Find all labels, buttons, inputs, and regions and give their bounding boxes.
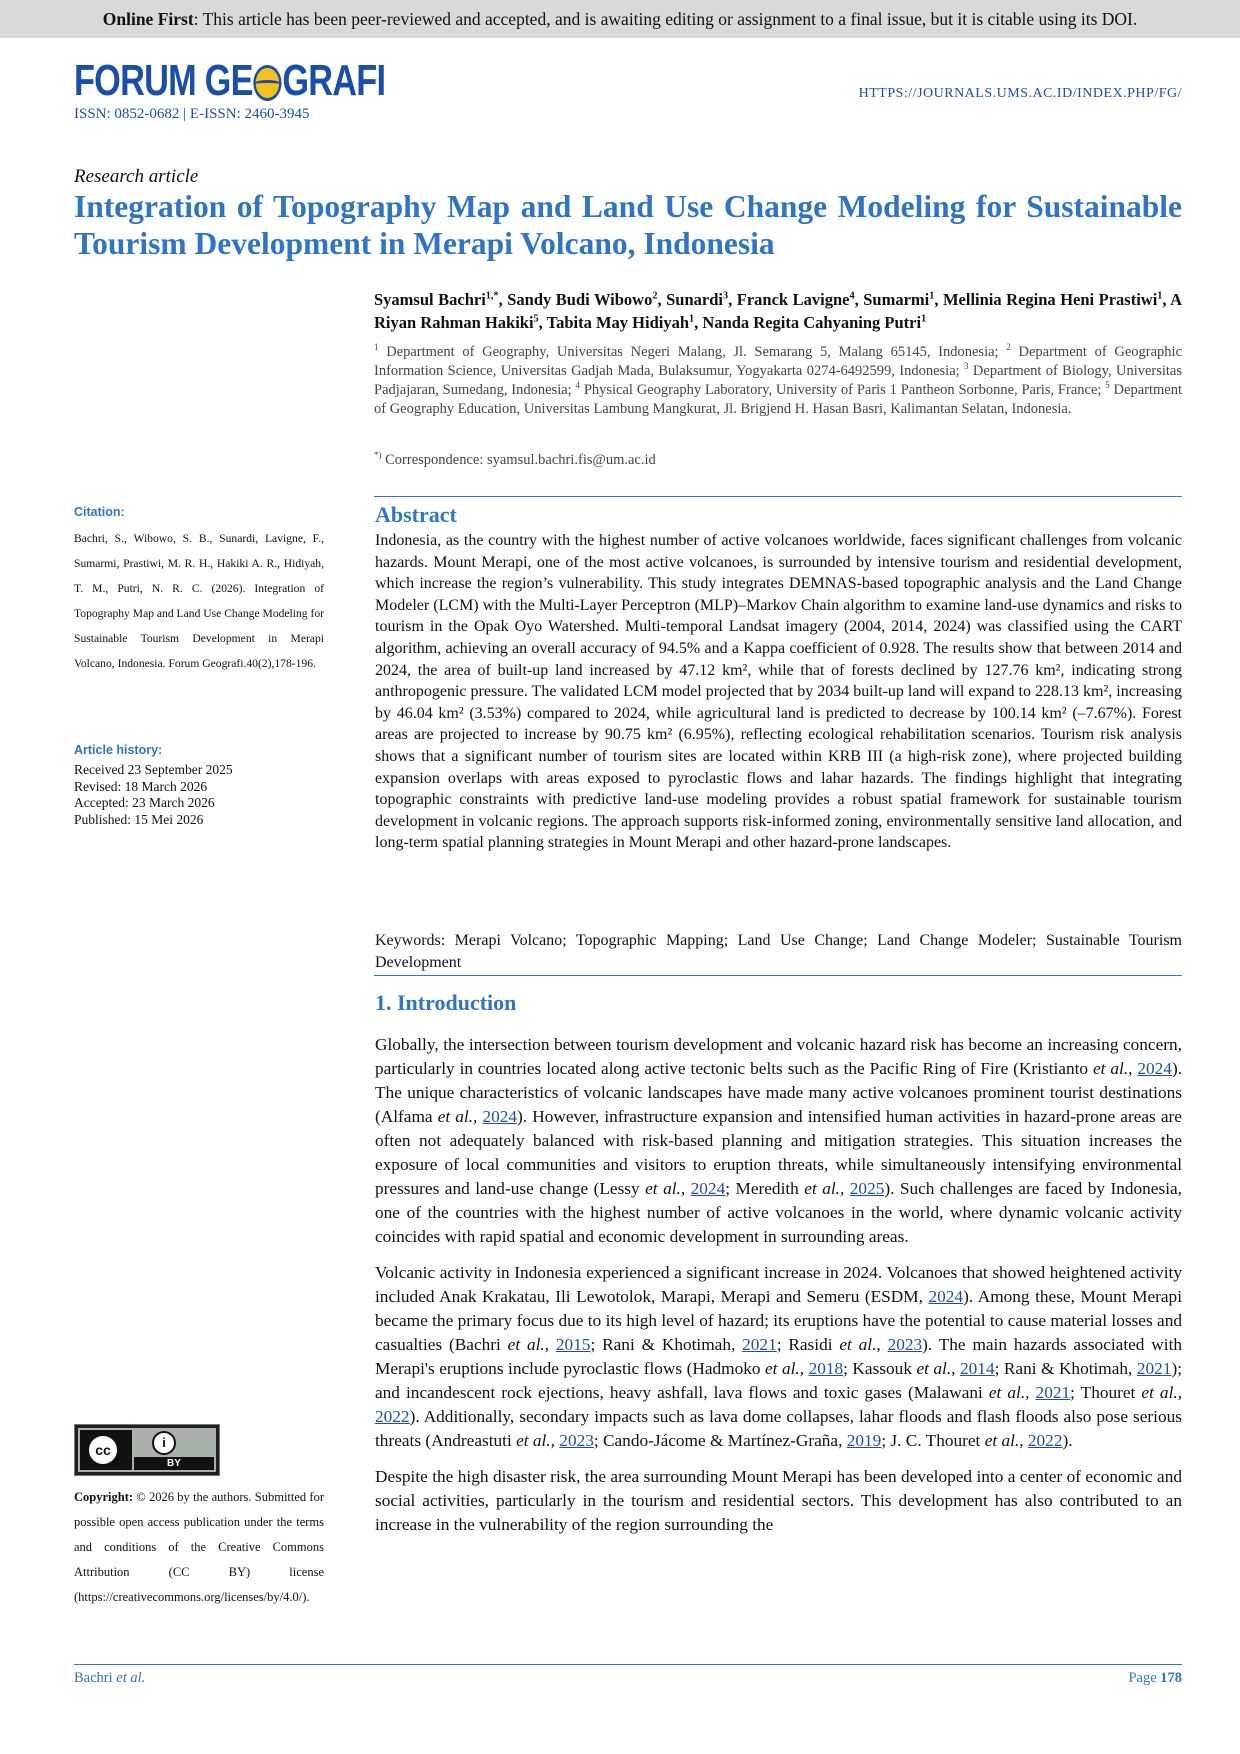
author-name: Sunardi	[666, 290, 723, 309]
keywords-bottom-rule	[374, 975, 1182, 976]
body-text: ). Such challenges are faced by Indonesia, one of the countries with the highest number of active volcanoes in the world, where dynamic volcanic activity coincides with rapid spatial and economic development in surrounding areas.	[375, 1179, 1182, 1246]
body-text: ). Additionally, secondary impacts such as lava dome collapses, lahar floods and flash floods also pose serious threats (Andreastuti	[375, 1407, 1182, 1450]
copyright-text: © 2026 by the authors. Submitted for possible open access publication under the terms and conditions of the Creative Commons Attribution (CC BY) license (https://creativecommons.org/licenses/by/4.0/).	[74, 1490, 324, 1604]
et-al: et al.,	[1141, 1383, 1183, 1402]
et-al: et al.,	[645, 1179, 686, 1198]
by-label: BY	[134, 1457, 214, 1470]
logo-text-right: GRAFI	[282, 56, 386, 105]
copyright-notice	[74, 1485, 324, 1610]
affiliation-text: Department of Geographic Information Science, Universitas Gadjah Mada, Bulaksumur, Yogyakarta 0274-6492599, Indonesia;	[374, 344, 1183, 379]
correspondence	[374, 452, 656, 469]
footer-rule	[74, 1664, 1182, 1665]
correspondence-text: Correspondence: syamsul.bachri.fis@um.ac.id	[385, 452, 656, 468]
online-first-label: Online First	[102, 9, 194, 29]
body-text: Volcanic activity in Indonesia experienced a significant increase in 2024. Volcanoes that showed heightened activity included Anak Krakatau, Ili Lewotolok, Marapi, Merapi and Semeru (ESDM,	[375, 1263, 1182, 1306]
et-al: et al.,	[765, 1359, 805, 1378]
et-al: et al.,	[1092, 1059, 1133, 1078]
body-text: ; J. C. Thouret	[881, 1431, 985, 1450]
body-text	[881, 1335, 888, 1354]
author-affiliation-marker: 3	[722, 290, 729, 302]
journal-url-link[interactable]: HTTPS://JOURNALS.UMS.AC.ID/INDEX.PHP/FG/	[858, 86, 1182, 101]
logo-text-left: FORUM GE	[74, 56, 253, 105]
author-affiliation-marker: 5	[533, 313, 539, 325]
paragraph	[375, 1033, 1182, 1249]
body-text: ; Thouret	[1070, 1383, 1142, 1402]
et-al: et al.,	[839, 1335, 881, 1354]
paragraph	[375, 1465, 1182, 1537]
issn: ISSN: 0852-0682 | E-ISSN: 2460-3945	[74, 106, 310, 122]
author-affiliation-marker: 1,*	[485, 290, 499, 302]
cc-icon: cc	[86, 1433, 120, 1467]
reference-link[interactable]: 2019	[846, 1431, 882, 1450]
footer-etal: et al.	[116, 1670, 146, 1686]
article-type: Research article	[74, 166, 199, 187]
body-text: ; Cando-Jácome & Martínez-Graña,	[593, 1431, 847, 1450]
body-text: ; Meredith	[725, 1179, 805, 1198]
body-text: ). Among these, Mount Merapi became the primary focus due to its high level of hazard; its eruptions have the potential to cause material losses and casualties (Bachri	[375, 1287, 1182, 1354]
author-name: Franck Lavigne	[736, 290, 850, 309]
keywords: Keywords: Merapi Volcano; Topographic Mapping; Land Use Change; Land Change Modeler; Sustainable Tourism Development	[375, 932, 1182, 971]
body-text: ).	[1062, 1431, 1073, 1450]
citation-heading: Citation:	[74, 505, 125, 519]
reference-link[interactable]: 2014	[960, 1359, 995, 1378]
online-first-banner	[0, 0, 1240, 38]
body-text: ). However, infrastructure expansion and intensified human activities in hazard-prone areas are often not adequately balanced with risk-based planning and mitigation strategies. This situation increases the exposure of local communities and visitors to eruption threats, while simultaneously intensifying environmental pressures and land-use change (Lessy	[375, 1107, 1182, 1198]
et-al: et al.,	[984, 1431, 1024, 1450]
page-number: 178	[1160, 1670, 1182, 1686]
reference-link[interactable]: 2021	[1136, 1359, 1172, 1378]
abstract-heading: Abstract	[375, 502, 457, 527]
paragraph	[375, 1261, 1182, 1453]
et-al: et al.,	[804, 1179, 845, 1198]
history-received: Received 23 September 2025	[74, 762, 233, 777]
attribution-icon: i	[152, 1431, 176, 1455]
affiliation-text: Department of Biology, Universitas Padjajaran, Sumedang, Indonesia;	[374, 363, 1183, 398]
reference-link[interactable]: 2024	[928, 1287, 964, 1306]
affiliation-text: Physical Geography Laboratory, University of Paris 1 Pantheon Sorbonne, Paris, France;	[583, 382, 1102, 398]
author-affiliation-marker: 4	[849, 290, 855, 302]
journal-logo	[74, 56, 473, 106]
et-al: et al.,	[516, 1431, 555, 1450]
history-accepted: Accepted: 23 March 2026	[74, 795, 215, 810]
affiliation-marker: 5	[1105, 380, 1110, 391]
body-text: ). The main hazards associated with Merapi's eruptions include pyroclastic flows (Hadmoko	[375, 1335, 1183, 1378]
globe-icon	[253, 65, 281, 101]
affiliation-marker: 2	[1006, 342, 1011, 353]
author-name: A Riyan Rahman Hakiki	[374, 290, 1183, 332]
body-text: ; Rani & Khotimah,	[590, 1335, 743, 1354]
author-affiliation-marker: 1	[921, 313, 927, 325]
author-affiliation-marker: 1	[689, 313, 695, 325]
body-text: ). The unique characteristics of volcanic landscapes have made many active volcanoes prominent tourist destinations (Alfama	[375, 1059, 1183, 1126]
body-text: ; Rasidi	[776, 1335, 840, 1354]
reference-link[interactable]: 2022	[1027, 1431, 1063, 1450]
footer-author-name: Bachri	[74, 1670, 113, 1686]
reference-link[interactable]: 2024	[1137, 1059, 1172, 1078]
reference-link[interactable]: 2023	[887, 1335, 923, 1354]
reference-link[interactable]: 2022	[375, 1407, 410, 1426]
reference-link[interactable]: 2023	[559, 1431, 594, 1450]
citation-text: Bachri, S., Wibowo, S. B., Sunardi, Lavigne, F., Sumarmi, Prastiwi, M. R. H., Hakiki A. R., Hidiyah, T. M., Putri, N. R. C. (2026). Integration of Topography Map and Land Use Change Modeling for Sustainable Tourism Development in Merapi Volcano, Indonesia. Forum Geografi.40(2),178-196.	[74, 532, 325, 670]
history-revised: Revised: 18 March 2026	[74, 778, 208, 794]
reference-link[interactable]: 2024	[482, 1107, 518, 1126]
article-history	[74, 762, 233, 828]
et-al: et al.,	[988, 1383, 1030, 1402]
author-list: Syamsul Bachri$^{1,*}$, Sandy Budi Wibowo$^2$, Sunardi$^3$, Franck Lavigne$^4$, Sumarmi$^1$, Mellinia Regina Heni Prastiwi$^1$, A Riyan Rahman Hakiki$^5$, Tabita May Hidiyah$^1$, Nanda Regita Cahyaning Putri$^1$	[374, 290, 1183, 332]
affiliation-marker: 4	[575, 380, 580, 391]
reference-link[interactable]: 2021	[1035, 1383, 1071, 1402]
abstract-text: Indonesia, as the country with the highest number of active volcanoes worldwide, faces significant challenges from volcanic hazards. Mount Merapi, one of the most active volcanoes, is surrounded by intensive tourism and residential development, which increase the region’s vulnerability. This study integrates DEMNAS-based topographic analysis and the Land Change Modeler (LCM) with the Multi-Layer Perceptron (MLP)–Markov Chain algorithm to examine land-use dynamics and risks to tourism in the Opak Oyo Watershed. Multi-temporal Landsat imagery (2004, 2014, 2024) was classified using the CART algorithm, achieving an overall accuracy of 94.5% and a Kappa coefficient of 0.928. The results show that between 2014 and 2024, the area of built-up land increased by 47.12 km², while that of forests declined by 127.76 km², indicating strong anthropogenic pressure. The validated LCM model projected that by 2034 built-up land will expand to 228.13 km², increasing by 46.04 km² (3.53%) compared to 2024, while agricultural land is predicted to decrease by 100.14 km² (–7.67%). Forest areas are projected to increase by 90.75 km² (6.95%), reflecting ecological rehabilitation scenarios. Tourism risk analysis shows that a significant number of tourism sites are located within KRB III (a high-risk zone), where projected building expansion overlaps with areas exposed to pyroclastic flows and lahar hazards. The findings highlight that integrating topographic constraints with predictive land-use modeling provides a robust spatial framework for sustainable tourism development in volcanic regions. The approach supports risk-informed zoning, environmentally sensitive land allocation, and long-term spatial planning strategies in Mount Merapi and other hazard-prone landscapes.	[375, 532, 1182, 852]
author-name: Syamsul Bachri	[374, 290, 486, 309]
footer-author	[74, 1670, 145, 1687]
history-published: Published: 15 Mei 2026	[74, 811, 204, 827]
author-name: Sumarmi	[863, 290, 930, 309]
introduction-body	[375, 1033, 1182, 1549]
et-al: et al.,	[437, 1107, 478, 1126]
body-text: Globally, the intersection between tourism development and volcanic hazard risk has become an increasing concern, particularly in countries located along active tectonic belts such as the Pacific Ring of Fire (Kristianto	[375, 1035, 1182, 1078]
reference-link[interactable]: 2021	[742, 1335, 777, 1354]
author-affiliation-marker: 1	[1157, 290, 1163, 302]
footer-page	[1128, 1670, 1182, 1687]
body-text: ); and incandescent rock ejections, heavy ashfall, lava flows and toxic gases (Malawani	[375, 1359, 1182, 1402]
correspondence-marker: *)	[374, 450, 382, 461]
affiliation-text: Department of Geography, Universitas Negeri Malang, Jl. Semarang 5, Malang 65145, Indonesia;	[386, 344, 999, 360]
affiliations	[374, 343, 1182, 419]
body-text	[549, 1335, 556, 1354]
reference-link[interactable]: 2024	[690, 1179, 726, 1198]
article-history-heading: Article history:	[74, 743, 163, 757]
author-name: Sandy Budi Wibowo	[507, 290, 653, 309]
page-label: Page	[1128, 1670, 1157, 1686]
reference-link[interactable]: 2015	[555, 1335, 591, 1354]
body-text: Despite the high disaster risk, the area surrounding Mount Merapi has been developed into a center of economic and social activities, particularly in the tourism and residential sectors. This development has also contributed to an increase in the vulnerability of the region surrounding the	[375, 1467, 1182, 1534]
author-name: Mellinia Regina Heni Prastiwi	[942, 290, 1158, 309]
article-title: Integration of Topography Map and Land Use Change Modeling for Sustainable Tourism Development in Merapi Volcano, Indonesia	[74, 189, 1182, 261]
author-affiliation-marker: 2	[652, 290, 658, 302]
affiliation-marker: 1	[374, 342, 379, 353]
affiliation-text: Department of Geography Education, Universitas Lambung Mangkurat, Jl. Brigjend H. Hasan Basri, Kalimantan Selatan, Indonesia.	[374, 382, 1182, 417]
et-al: et al.,	[507, 1335, 550, 1354]
reference-link[interactable]: 2018	[808, 1359, 844, 1378]
author-affiliation-marker: 1	[929, 290, 935, 302]
author-name: Tabita May Hidiyah	[546, 313, 690, 332]
et-al: et al.,	[916, 1359, 956, 1378]
copyright-label: Copyright:	[74, 1490, 134, 1504]
introduction-heading: 1. Introduction	[375, 990, 517, 1015]
body-text: ; Kassouk	[843, 1359, 917, 1378]
reference-link[interactable]: 2025	[849, 1179, 885, 1198]
affiliation-marker: 3	[964, 361, 969, 372]
online-first-text: : This article has been peer-reviewed and accepted, and is awaiting editing or assignment to a final issue, but it is citable using its DOI.	[193, 9, 1138, 29]
author-name: Nanda Regita Cahyaning Putri	[702, 313, 922, 332]
body-text: ; Rani & Khotimah,	[994, 1359, 1137, 1378]
cc-by-license-badge[interactable]	[74, 1424, 220, 1476]
abstract-top-rule	[374, 496, 1182, 497]
